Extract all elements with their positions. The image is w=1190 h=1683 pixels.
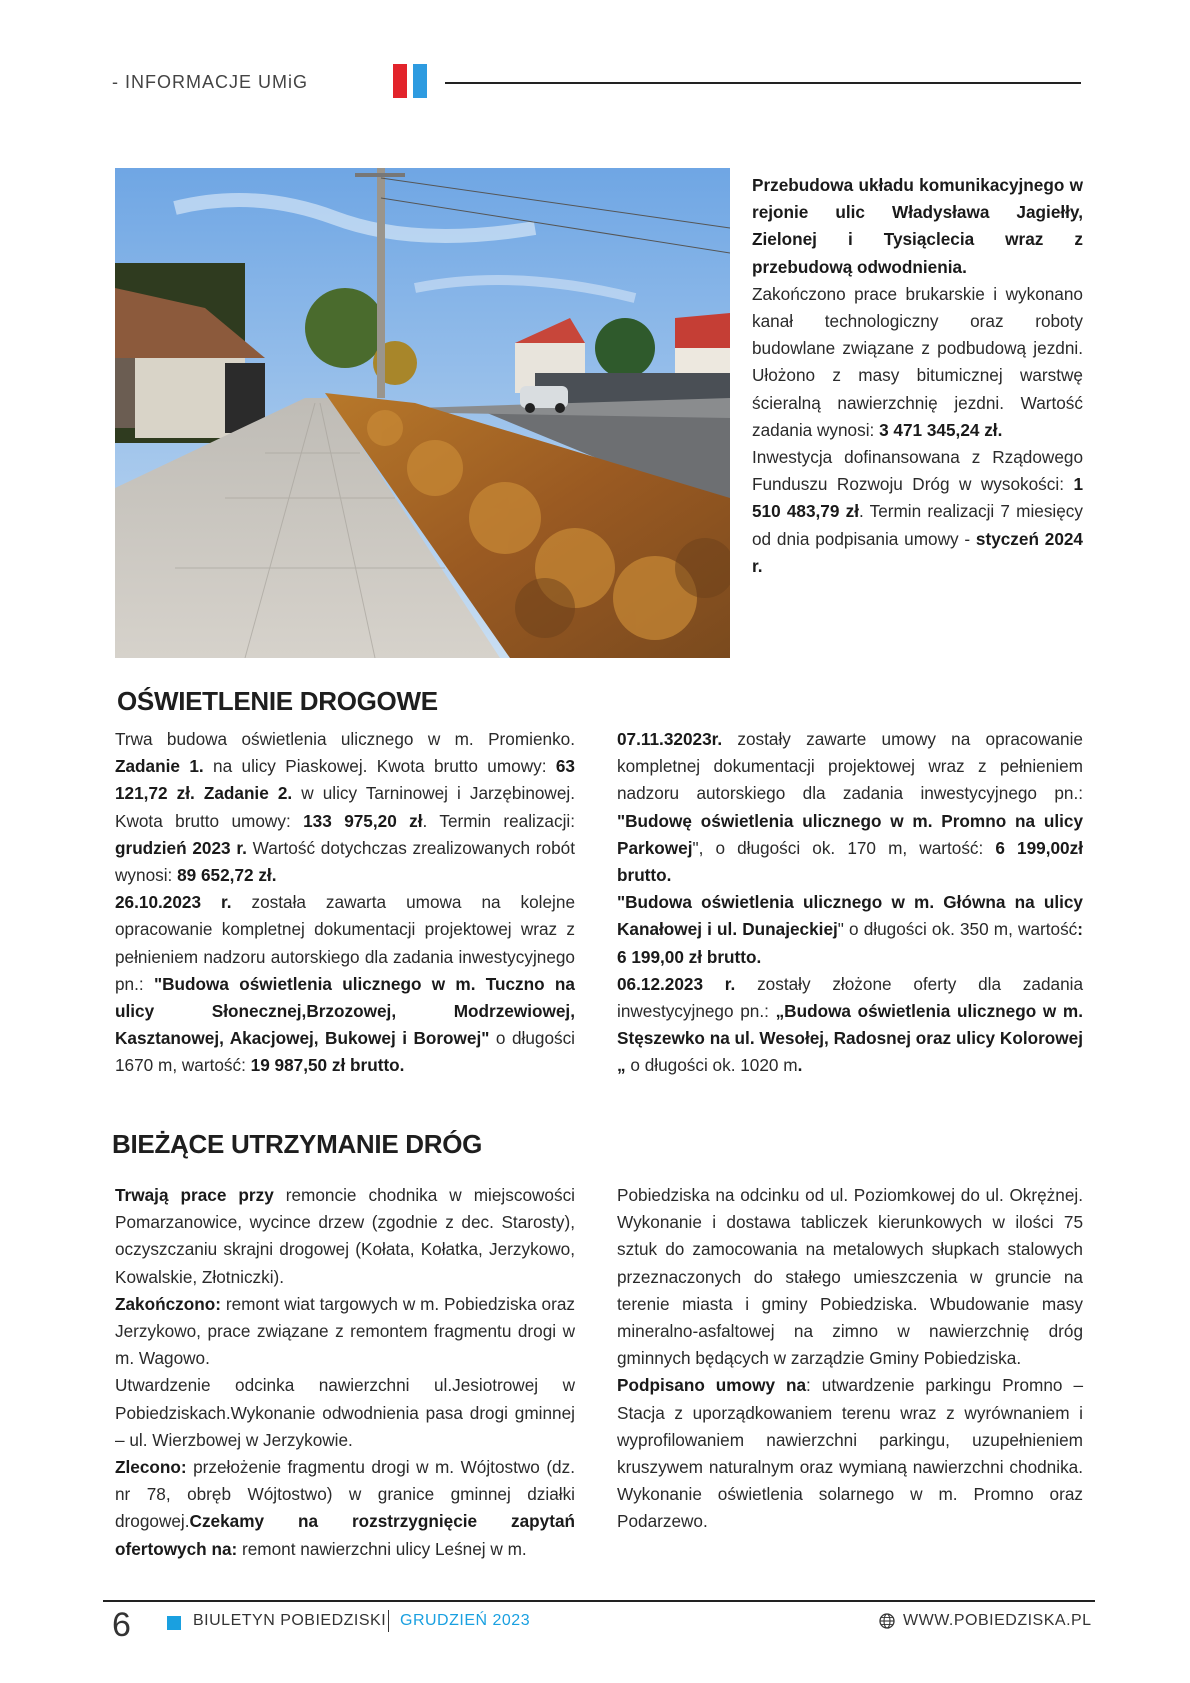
lighting-text: zostały zawarte umowy na opracowanie kompletnej dokumentacji projektowej wraz z pełnieniem nadzoru autorskiego dla zadania inwestycyjnego pn.: bbox=[617, 729, 1083, 804]
footer-square-icon bbox=[167, 1616, 181, 1630]
lighting-text: została zawarta umowa na kolejne opracowanie kompletnej dokumentacji projektowej wraz z pełnieniem nadzoru autorskiego dla zadania inwestycyjnego pn.: bbox=[115, 892, 575, 994]
task-amounts: 63 121,72 zł. Zadanie 2. bbox=[115, 756, 575, 804]
road-project-date: styczeń 2024 r. bbox=[752, 528, 1083, 576]
lighting-right-column bbox=[617, 726, 1083, 1080]
maintenance-left-column bbox=[115, 1182, 575, 1563]
lighting-left-column bbox=[115, 726, 575, 1080]
lighting-text: " o długości ok. 350 m, wartość bbox=[837, 919, 1078, 940]
offers-date: 06.12.2023 r. bbox=[617, 973, 736, 994]
publication-name: BIULETYN POBIEDZISKI bbox=[193, 1612, 387, 1629]
issue-date: GRUDZIEŃ 2023 bbox=[400, 1612, 531, 1629]
road-project-paragraph: Zakończono prace brukarskie i wykonano kanał technologiczny oraz roboty budowlane związane z podbudową jezdni. Ułożono z masy bitumicznej warstwę ścieralną nawierzchnię jezdni. Wartość zadania wynosi: bbox=[752, 283, 1083, 440]
lighting-text: ", o długości ok. 170 m, wartość: bbox=[692, 837, 984, 858]
flag-blue-bar bbox=[413, 64, 427, 98]
lighting-text: zostały złożone oferty dla zadania inwestycyjnego pn.: bbox=[617, 973, 1083, 1022]
street-photo bbox=[115, 168, 730, 658]
awaiting-label: Czekamy na rozstrzygnięcie zapytań ofertowych na: bbox=[115, 1511, 575, 1559]
task-2-amount: 133 975,20 zł bbox=[303, 810, 423, 831]
promno-value: 6 199,00zł brutto. bbox=[617, 837, 1083, 886]
lighting-text: . Termin realizacji: bbox=[422, 810, 575, 831]
footer-separator bbox=[388, 1610, 389, 1632]
glowna-value: : 6 199,00 zł brutto. bbox=[617, 919, 1083, 967]
tuczno-task-title: "Budowa oświetlenia ulicznego w m. Tuczno na ulicy Słonecznej,Brzozowej, Modrzewiowej, Kasztanowej, Akacjowej, Bukowej i Borowej" bbox=[115, 973, 575, 1049]
footer-rule bbox=[103, 1600, 1095, 1602]
glowna-task-title: "Budowa oświetlenia ulicznego w m. Główna na ulicy Kanałowej i ul. Dunajeckiej bbox=[617, 892, 1083, 940]
term-date: grudzień 2023 r. bbox=[115, 837, 247, 858]
road-project-article bbox=[752, 172, 1083, 580]
page-number: 6 bbox=[112, 1606, 131, 1644]
maintenance-text: Pobiedziska na odcinku od ul. Poziomkowej do ul. Okrężnej. Wykonanie i dostawa tabliczek kierunkowych w ilości 75 sztuk do zamocowania na metalowych słupkach stalowych przeznaczonych do stałego umieszczenia w gruncie na terenie miasta i gminy Pobiedziska. Wbudowanie masy mineralno-asfaltowej na zimno w nawierzchnię dróg gminnych będących w zarządzie Gminy Pobiedziska. bbox=[617, 1185, 1083, 1369]
road-project-value: 3 471 345,24 zł. bbox=[879, 419, 1003, 440]
tuczno-value: 19 987,50 zł brutto. bbox=[250, 1055, 405, 1076]
task-1-label: Zadanie 1. bbox=[115, 756, 204, 777]
commissioned-label: Zlecono: bbox=[115, 1457, 187, 1478]
signed-label: Podpisano umowy na bbox=[617, 1375, 807, 1396]
road-project-funding: Inwestycja dofinansowana z Rządowego Funduszu Rozwoju Dróg w wysokości: bbox=[752, 447, 1083, 495]
maintenance-text: remont wiat targowych w m. Pobiedziska oraz Jerzykowo, prace związane z remontem fragmentu drogi w m. Wagowo. bbox=[115, 1293, 575, 1369]
lighting-text: w ulicy Tarninowej i Jarzębinowej. Kwota brutto umowy: bbox=[115, 783, 575, 831]
contract-date: 26.10.2023 r. bbox=[115, 892, 232, 913]
lighting-section-title: OŚWIETLENIE DROGOWE bbox=[117, 686, 438, 716]
flag-red-bar bbox=[393, 64, 407, 98]
lighting-text: na ulicy Piaskowej. Kwota brutto umowy: bbox=[203, 756, 547, 777]
completed-value: 89 652,72 zł. bbox=[177, 865, 277, 886]
lighting-text: Trwa budowa oświetlenia ulicznego w m. Promienko. bbox=[115, 729, 575, 749]
maintenance-text: : utwardzenie parkingu Promno – Stacja z uporządkowaniem terenu wraz z wyrównaniem i wyprofilowaniem nawierzchni parkingu, uzupełnieniem kruszywem naturalnym oraz wymianą nawierzchni chodnika. Wykonanie oświetlenia solarnego w m. Promno oraz Podarzewo. bbox=[617, 1375, 1083, 1532]
contract-date: 07.11.32023r. bbox=[617, 729, 723, 749]
maintenance-text: Utwardzenie odcinka nawierzchni ul.Jesiotrowej w Pobiedziskach.Wykonanie odwodnienia pasa drogi gminnej – ul. Wierzbowej w Jerzykowie. bbox=[115, 1375, 575, 1450]
maintenance-right-column bbox=[617, 1182, 1083, 1536]
ongoing-label: Trwają prace przy bbox=[115, 1185, 274, 1205]
maintenance-section-title: BIEŻĄCE UTRZYMANIE DRÓG bbox=[112, 1129, 483, 1159]
road-project-title: Przebudowa układu komunikacyjnego w rejonie ulic Władysława Jagiełły, Zielonej i Tysiąclecia wraz z przebudową odwodnienia. bbox=[752, 175, 1083, 277]
period: . bbox=[797, 1055, 803, 1076]
website-link[interactable]: WWW.POBIEDZISKA.PL bbox=[903, 1612, 1092, 1629]
globe-icon bbox=[879, 1613, 895, 1629]
promno-task-title: "Budowę oświetlenia ulicznego w m. Promno na ulicy Parkowej bbox=[617, 810, 1083, 858]
maintenance-text: remoncie chodnika w miejscowości Pomarzanowice, wycince drzew (zgodnie z dec. Starosty), oczyszczaniu skrajni drogowej (Kołata, Kołatka, Jerzykowo, Kowalskie, Złotniczki). bbox=[115, 1185, 575, 1287]
road-project-term: . Termin realizacji 7 miesięcy od dnia podpisania umowy - bbox=[752, 501, 1083, 549]
lighting-text: Wartość dotychczas zrealizowanych robót wynosi: bbox=[115, 837, 575, 886]
steszewko-task-title: „Budowa oświetlenia ulicznego w m. Stęszewko na ul. Wesołej, Radosnej oraz ulicy Kolorowej „ bbox=[617, 1001, 1083, 1076]
maintenance-text: remont nawierzchni ulicy Leśnej w m. bbox=[237, 1538, 527, 1559]
maintenance-text: przełożenie fragmentu drogi w m. Wójtostwo (dz. nr 78, obręb Wójtostwo) w granice gminnej działki drogowej. bbox=[115, 1457, 575, 1532]
completed-label: Zakończono: bbox=[115, 1293, 221, 1314]
road-project-funding-value: 1 510 483,79 zł bbox=[752, 474, 1083, 522]
lighting-text: o długości 1670 m, wartość: bbox=[115, 1028, 576, 1076]
header-rule bbox=[445, 82, 1081, 84]
lighting-text: o długości ok. 1020 m bbox=[625, 1055, 798, 1076]
section-label: - INFORMACJE UMiG bbox=[112, 72, 308, 92]
